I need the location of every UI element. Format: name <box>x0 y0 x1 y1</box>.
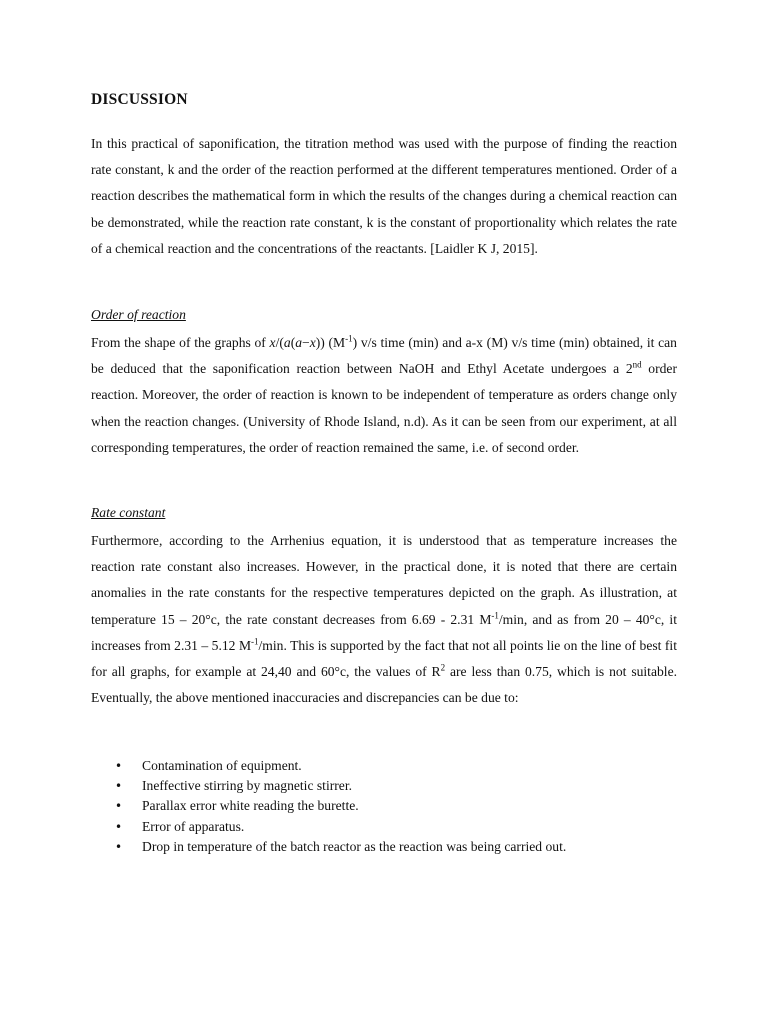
list-item: • Ineffective stirring by magnetic stirrer. <box>91 776 566 796</box>
order-of-reaction-paragraph: From the shape of the graphs of x/(a(a−x)) $(M^{-1})$ v/s time (min) and a-x (M) v/s time (min) obtained, it can be deduced that the saponification reaction between NaOH and Ethyl Acetate undergoes a 2nd order reaction. Moreover, the order of reaction is known to be independent of temperature as orders change only when the reaction changes. (University of Rhode Island, n.d). As it can be seen from our experiment, at all corresponding temperatures, the order of reaction remained the same, i.e. of second order. <box>91 333 677 455</box>
list-item: • Error of apparatus. <box>91 817 566 837</box>
list-item: • Drop in temperature of the batch reactor as the reaction was being carried out. <box>91 837 566 857</box>
list-item: • Contamination of equipment. <box>91 756 566 776</box>
rate-constant-heading: Rate constant <box>91 505 166 520</box>
list-item: • Parallax error white reading the burette. <box>91 796 566 816</box>
intro-paragraph: In this practical of saponification, the titration method was used with the purpose of finding the reaction rate constant, k and the order of the reaction performed at the different temperatures mentioned. Order of a reaction describes the mathematical form in which the results of the changes during a chemical reaction can be demonstrated, while the reaction rate constant, k is the constant of proportionality which relates the rate of a chemical reaction and the concentrations of the reactants. [Laidler K J, 2015]. <box>91 136 677 256</box>
order-of-reaction-heading: Order of reaction <box>91 307 186 322</box>
rate-constant-paragraph: Furthermore, according to the Arrhenius equation, it is understood that as temperature increases the reaction rate constant also increases. However, in the practical done, it is noted that there are certain anomalies in the rate constants for the respective temperatures depicted on the graph. As illustration, at temperature 15 – 20°c, the rate constant decreases from 6.69 - 2.31 $M^{-1}/\min$, and as from 20 – 40°c, it increases from 2.31 – 5.12 $M^{-1}/\min$. This is supported by the fact that not all points lie on the line of best fit for all graphs, for example at 24,40 and 60°c, the values of $R^2$ are less than 0.75, which is not suitable. Eventually, the above mentioned inaccuracies and discrepancies can be due to: <box>91 533 677 706</box>
section-heading: DISCUSSION <box>91 91 188 108</box>
error-sources-list <box>91 756 566 857</box>
